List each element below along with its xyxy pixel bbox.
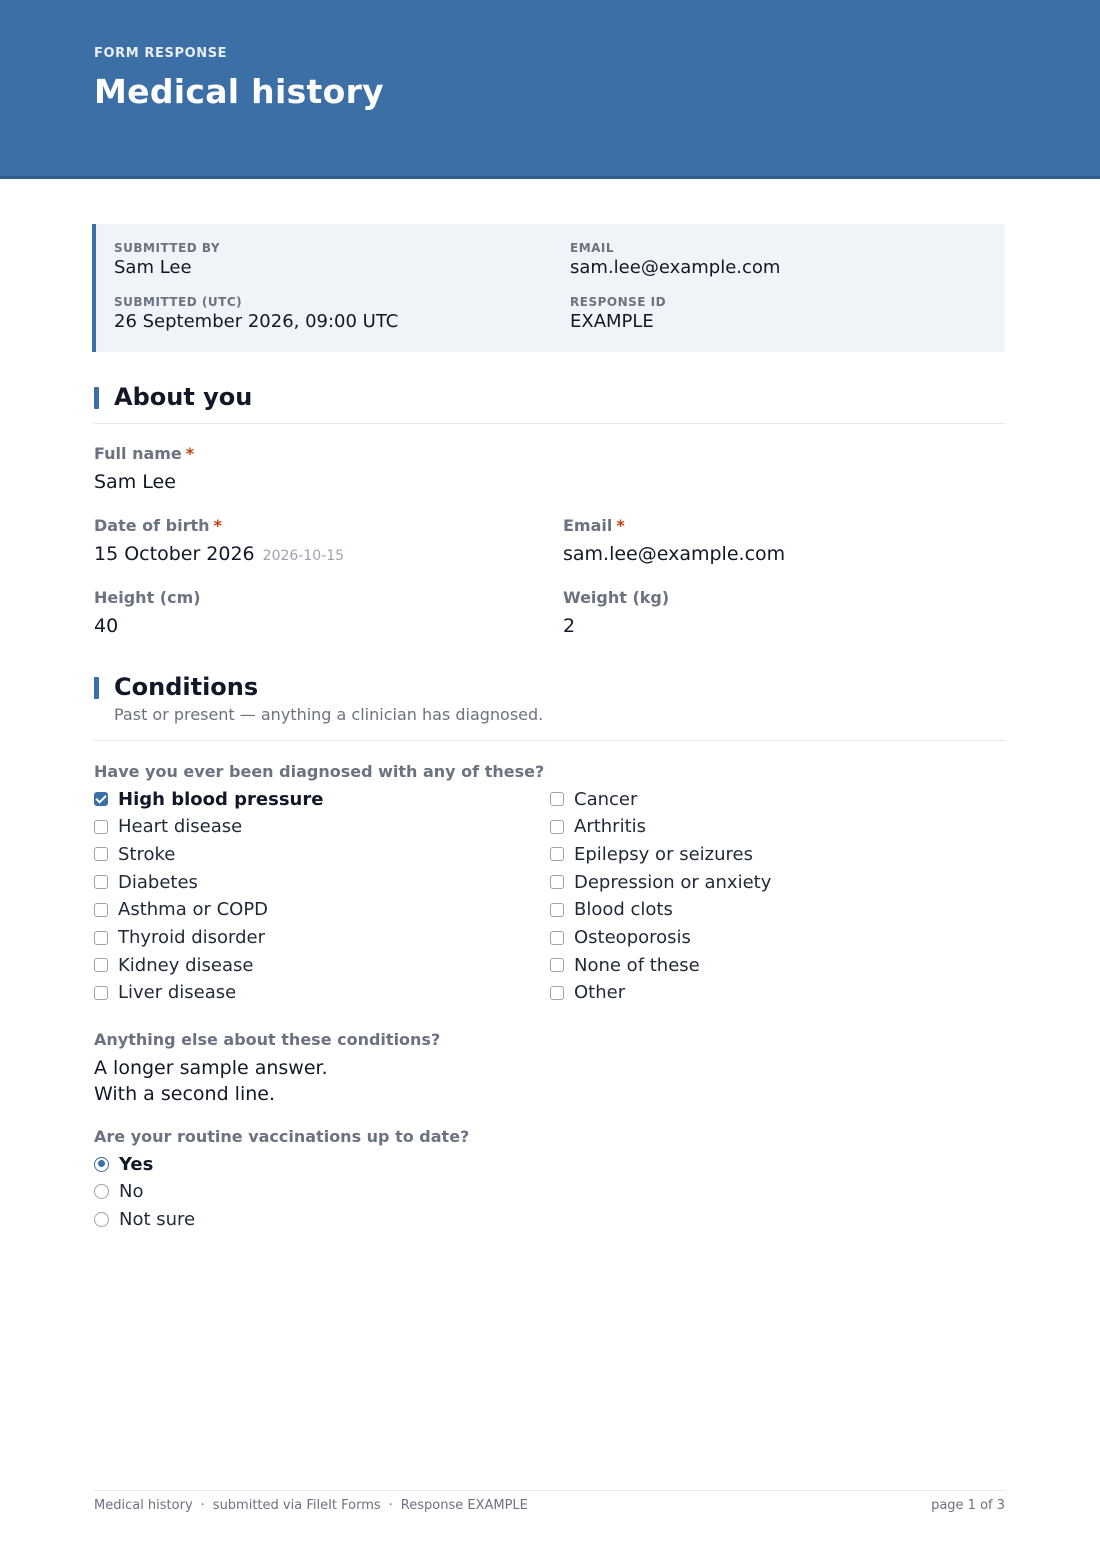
condition-option[interactable] <box>550 787 637 811</box>
option-label: Other <box>574 982 626 1004</box>
option-label: High blood pressure <box>118 788 324 810</box>
checkbox-icon[interactable] <box>94 958 108 972</box>
meta-label: RESPONSE ID <box>570 295 667 309</box>
footer-form-name: Medical history <box>94 1498 193 1513</box>
option-label: Diabetes <box>118 871 198 893</box>
condition-option[interactable] <box>94 981 236 1005</box>
meta-value: sam.lee@example.com <box>570 257 781 278</box>
option-label: Kidney disease <box>118 954 254 976</box>
checkbox-icon[interactable] <box>94 820 108 834</box>
required-mark: * <box>213 516 222 535</box>
meta-value: 26 September 2026, 09:00 UTC <box>114 311 399 332</box>
iso-date-hint: 2026-10-15 <box>262 548 345 564</box>
meta-submitted-by <box>114 241 220 278</box>
meta-label: SUBMITTED BY <box>114 241 221 255</box>
option-label: Epilepsy or seizures <box>574 843 753 865</box>
option-label: Cancer <box>574 788 638 810</box>
vaccinations-question <box>94 1127 469 1146</box>
checkbox-icon[interactable] <box>94 903 108 917</box>
condition-option[interactable] <box>550 815 646 839</box>
meta-label: EMAIL <box>570 241 615 255</box>
checkbox-icon[interactable] <box>550 986 564 1000</box>
meta-email <box>570 241 780 278</box>
answer-line: A longer sample answer. <box>94 1057 328 1079</box>
field-email <box>563 516 785 567</box>
option-label: Arthritis <box>574 816 647 838</box>
vaccination-option[interactable] <box>94 1207 195 1231</box>
field-label: Full name <box>94 444 182 463</box>
option-label: Liver disease <box>118 982 237 1004</box>
field-other-conditions <box>94 1030 440 1107</box>
field-label: Height (cm) <box>94 588 201 607</box>
required-mark: * <box>616 516 625 535</box>
field-label: Date of birth <box>94 516 210 535</box>
field-value: 2 <box>563 615 576 637</box>
section-about-you <box>94 383 1005 411</box>
field-value: sam.lee@example.com <box>563 543 786 565</box>
option-label: None of these <box>574 954 700 976</box>
field-height <box>94 588 201 639</box>
form-title: Medical history <box>94 72 384 111</box>
field-weight <box>563 588 669 639</box>
condition-option[interactable] <box>550 898 673 922</box>
form-header <box>0 0 1100 179</box>
checkbox-icon[interactable] <box>94 931 108 945</box>
footer-via: submitted via FileIt Forms <box>212 1498 381 1513</box>
section-title: About you <box>94 383 1005 411</box>
checkbox-icon[interactable] <box>550 958 564 972</box>
condition-option[interactable] <box>94 815 242 839</box>
radio-selected-icon[interactable] <box>94 1157 109 1172</box>
condition-option[interactable] <box>94 870 198 894</box>
footer-separator: · <box>388 1498 393 1513</box>
radio-icon[interactable] <box>94 1184 109 1199</box>
option-label: Blood clots <box>574 899 673 921</box>
condition-option[interactable] <box>550 842 753 866</box>
meta-response-id <box>570 295 666 332</box>
checkbox-icon[interactable] <box>550 903 564 917</box>
field-label: Are your routine vaccinations up to date? <box>94 1127 470 1146</box>
field-label: Anything else about these conditions? <box>94 1030 441 1049</box>
radio-icon[interactable] <box>94 1212 109 1227</box>
option-label: Not sure <box>119 1208 196 1230</box>
conditions-question <box>94 762 544 781</box>
section-divider <box>94 740 1005 741</box>
submission-meta <box>92 224 1005 352</box>
meta-value: EXAMPLE <box>570 311 654 332</box>
section-subtitle: Past or present — anything a clinician has diagnosed. <box>114 705 544 724</box>
condition-option[interactable] <box>94 926 265 950</box>
section-divider <box>94 423 1005 424</box>
field-label: Email <box>563 516 613 535</box>
checkbox-icon[interactable] <box>550 820 564 834</box>
field-full-name <box>94 444 194 495</box>
option-label: No <box>119 1181 144 1203</box>
footer-info <box>94 1498 528 1513</box>
field-value: 15 October 2026 <box>94 543 255 565</box>
checkbox-icon[interactable] <box>550 875 564 889</box>
section-conditions <box>94 673 1005 724</box>
meta-label: SUBMITTED (UTC) <box>114 295 243 309</box>
checkbox-icon[interactable] <box>550 931 564 945</box>
checkbox-icon[interactable] <box>94 847 108 861</box>
checkbox-icon[interactable] <box>550 792 564 806</box>
footer-response: Response EXAMPLE <box>400 1498 528 1513</box>
meta-value: Sam Lee <box>114 257 192 278</box>
footer-separator: · <box>200 1498 205 1513</box>
vaccination-option[interactable] <box>94 1152 153 1176</box>
condition-option[interactable] <box>94 953 253 977</box>
condition-option[interactable] <box>94 842 175 866</box>
form-eyebrow: FORM RESPONSE <box>94 46 228 61</box>
field-label: Weight (kg) <box>563 588 670 607</box>
option-label: Depression or anxiety <box>574 871 772 893</box>
option-label: Osteoporosis <box>574 927 691 948</box>
field-date-of-birth <box>94 516 344 569</box>
condition-option[interactable] <box>550 870 771 894</box>
page-number: page 1 of 3 <box>931 1498 1005 1513</box>
required-mark: * <box>185 444 195 463</box>
condition-option[interactable] <box>94 898 268 922</box>
checkbox-icon[interactable] <box>550 847 564 861</box>
condition-option[interactable] <box>550 981 625 1005</box>
option-label: Stroke <box>118 843 176 865</box>
option-label: Thyroid disorder <box>118 927 266 948</box>
checkbox-checked-icon[interactable] <box>94 792 108 806</box>
meta-submitted-time <box>114 295 398 332</box>
option-label: Heart disease <box>118 816 243 838</box>
vaccination-option[interactable] <box>94 1180 143 1204</box>
condition-option[interactable] <box>550 926 691 950</box>
condition-option[interactable] <box>550 953 700 977</box>
option-label: Asthma or COPD <box>118 899 269 921</box>
section-title: Conditions <box>94 673 1005 701</box>
answer-line: With a second line. <box>94 1083 275 1105</box>
field-value: Sam Lee <box>94 471 176 493</box>
option-label: Yes <box>119 1153 154 1175</box>
checkbox-icon[interactable] <box>94 875 108 889</box>
checkbox-icon[interactable] <box>94 986 108 1000</box>
footer-divider <box>94 1490 1005 1491</box>
field-value: 40 <box>94 615 119 637</box>
field-label: Have you ever been diagnosed with any of these? <box>94 762 545 781</box>
condition-option[interactable] <box>94 787 323 811</box>
